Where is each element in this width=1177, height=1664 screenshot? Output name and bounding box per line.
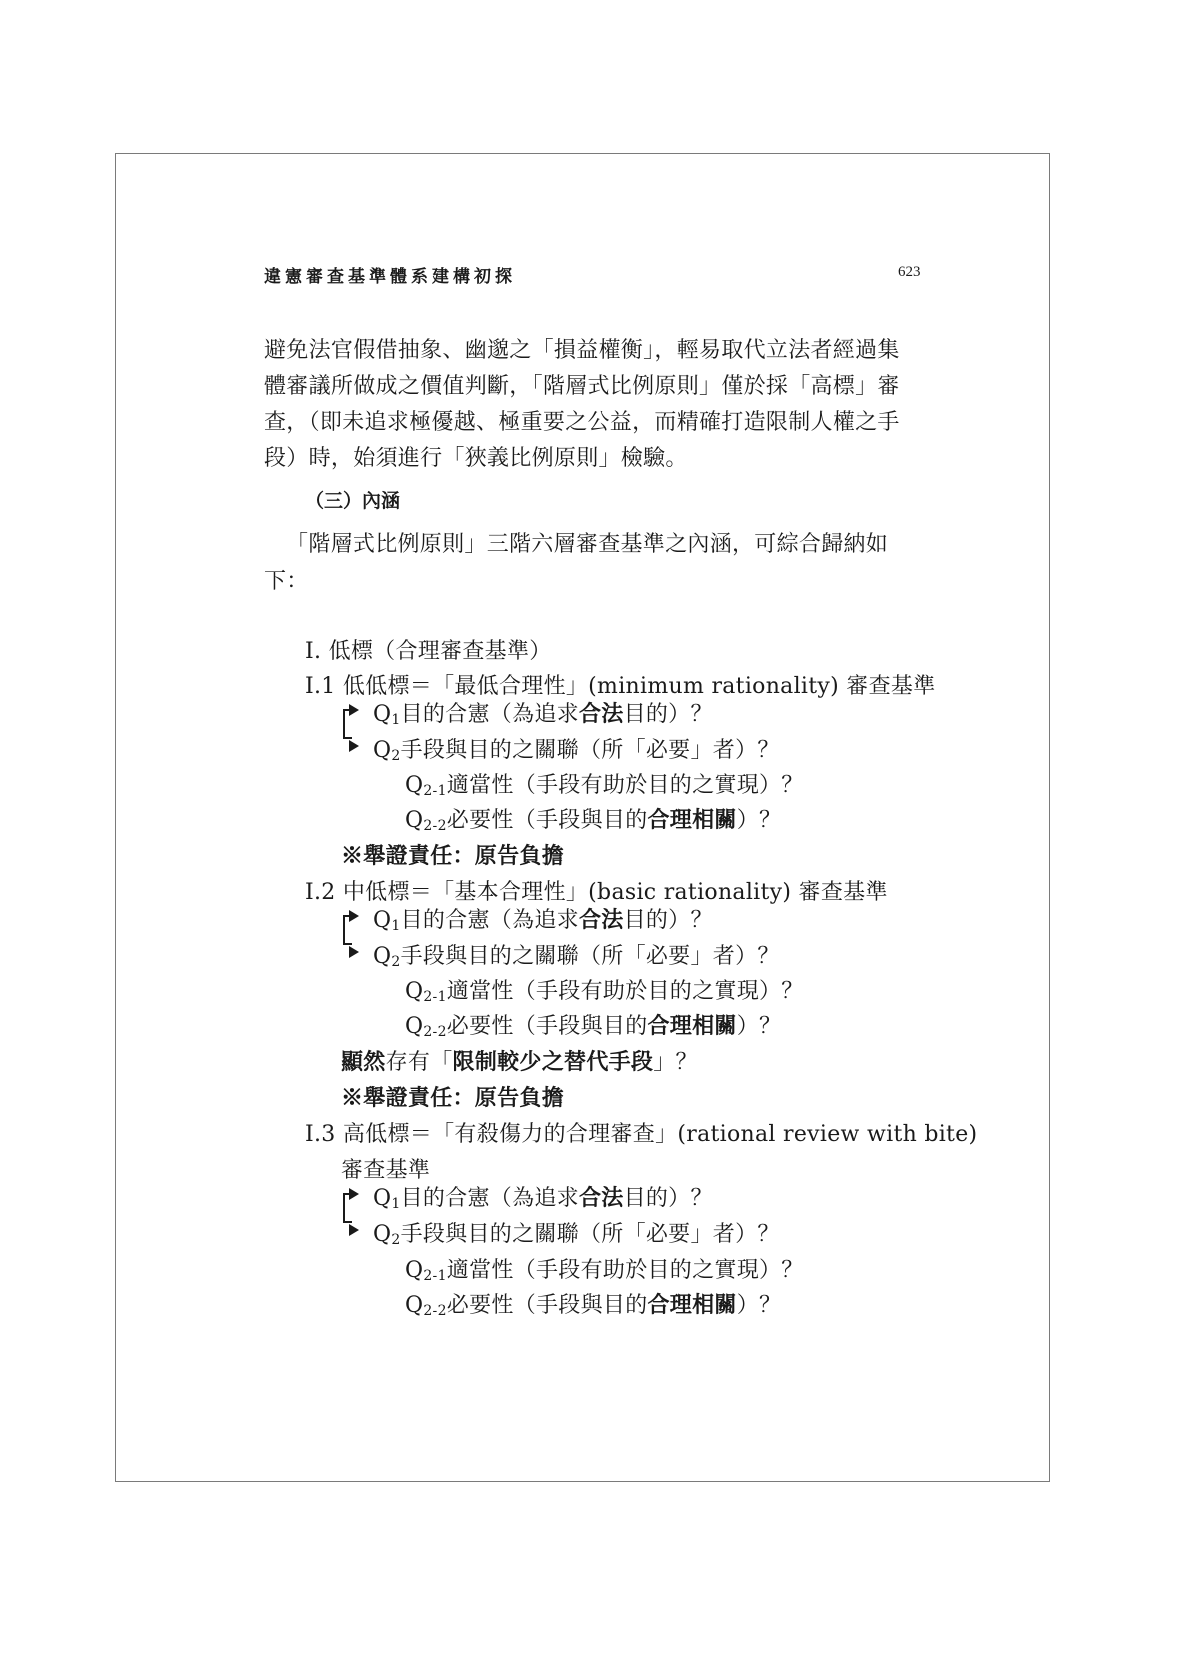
paragraph-line: 避免法官假借抽象、幽邈之「損益權衡」，輕易取代立法者經過集 bbox=[264, 338, 900, 363]
question-q2-2: $Q_{2-2}$必要性（手段與目的合理相關）？ bbox=[405, 807, 782, 834]
question-q1: $Q_1$目的合憲（為追求合法目的）？ bbox=[373, 1185, 713, 1212]
running-header-title: 違憲審查基準體系建構初探 bbox=[264, 267, 516, 287]
outline-level-heading: I. 低標（合理審查基準） bbox=[305, 639, 552, 664]
question-q2: $Q_2$手段與目的之關聯（所「必要」者）？ bbox=[373, 1222, 780, 1248]
standard-title-continued: 審查基準 bbox=[341, 1158, 431, 1183]
question-q2-1: $Q_{2-1}$適當性（手段有助於目的之實現）？ bbox=[405, 773, 804, 799]
less-restrictive-alternative: 顯然存有「限制較少之替代手段」？ bbox=[341, 1049, 698, 1075]
paragraph-line: 體審議所做成之價值判斷，「階層式比例原則」僅於採「高標」審 bbox=[264, 374, 900, 399]
page-number: 623 bbox=[898, 264, 921, 280]
arrow-head-icon bbox=[349, 704, 359, 716]
arrow-head-icon bbox=[349, 1188, 359, 1200]
arrow-head-icon bbox=[349, 946, 359, 958]
question-q2-2: $Q_{2-2}$必要性（手段與目的合理相關）？ bbox=[405, 1292, 782, 1319]
paragraph-line: 下： bbox=[264, 569, 309, 594]
question-q2-2: $Q_{2-2}$必要性（手段與目的合理相關）？ bbox=[405, 1013, 782, 1040]
arrow-head-icon bbox=[349, 740, 359, 752]
standard-title: I.1 低低標＝「最低合理性」(minimum rationality) 審查基準 bbox=[305, 674, 936, 699]
burden-of-proof: ※舉證責任：原告負擔 bbox=[341, 843, 565, 869]
section-heading: （三）內涵 bbox=[305, 490, 401, 512]
paragraph-line: 段）時，始須進行「狹義比例原則」檢驗。 bbox=[264, 446, 688, 471]
burden-of-proof: ※舉證責任：原告負擔 bbox=[341, 1085, 565, 1111]
question-q1: $Q_1$目的合憲（為追求合法目的）？ bbox=[373, 701, 713, 728]
question-q2: $Q_2$手段與目的之關聯（所「必要」者）？ bbox=[373, 944, 780, 970]
question-q2-1: $Q_{2-1}$適當性（手段有助於目的之實現）？ bbox=[405, 979, 804, 1005]
standard-title: I.2 中低標＝「基本合理性」(basic rationality) 審查基準 bbox=[305, 880, 888, 905]
paragraph-line: 「階層式比例原則」三階六層審查基準之內涵，可綜合歸納如 bbox=[286, 532, 889, 557]
arrow-head-icon bbox=[349, 910, 359, 922]
arrow-head-icon bbox=[349, 1224, 359, 1236]
question-q2: $Q_2$手段與目的之關聯（所「必要」者）？ bbox=[373, 738, 780, 764]
question-q1: $Q_1$目的合憲（為追求合法目的）？ bbox=[373, 907, 713, 934]
question-q2-1: $Q_{2-1}$適當性（手段有助於目的之實現）？ bbox=[405, 1258, 804, 1284]
standard-title: I.3 高低標＝「有殺傷力的合理審查」(rational review with bite) bbox=[305, 1122, 978, 1147]
paragraph-line: 查，（即未追求極優越、極重要之公益，而精確打造限制人權之手 bbox=[264, 410, 900, 435]
